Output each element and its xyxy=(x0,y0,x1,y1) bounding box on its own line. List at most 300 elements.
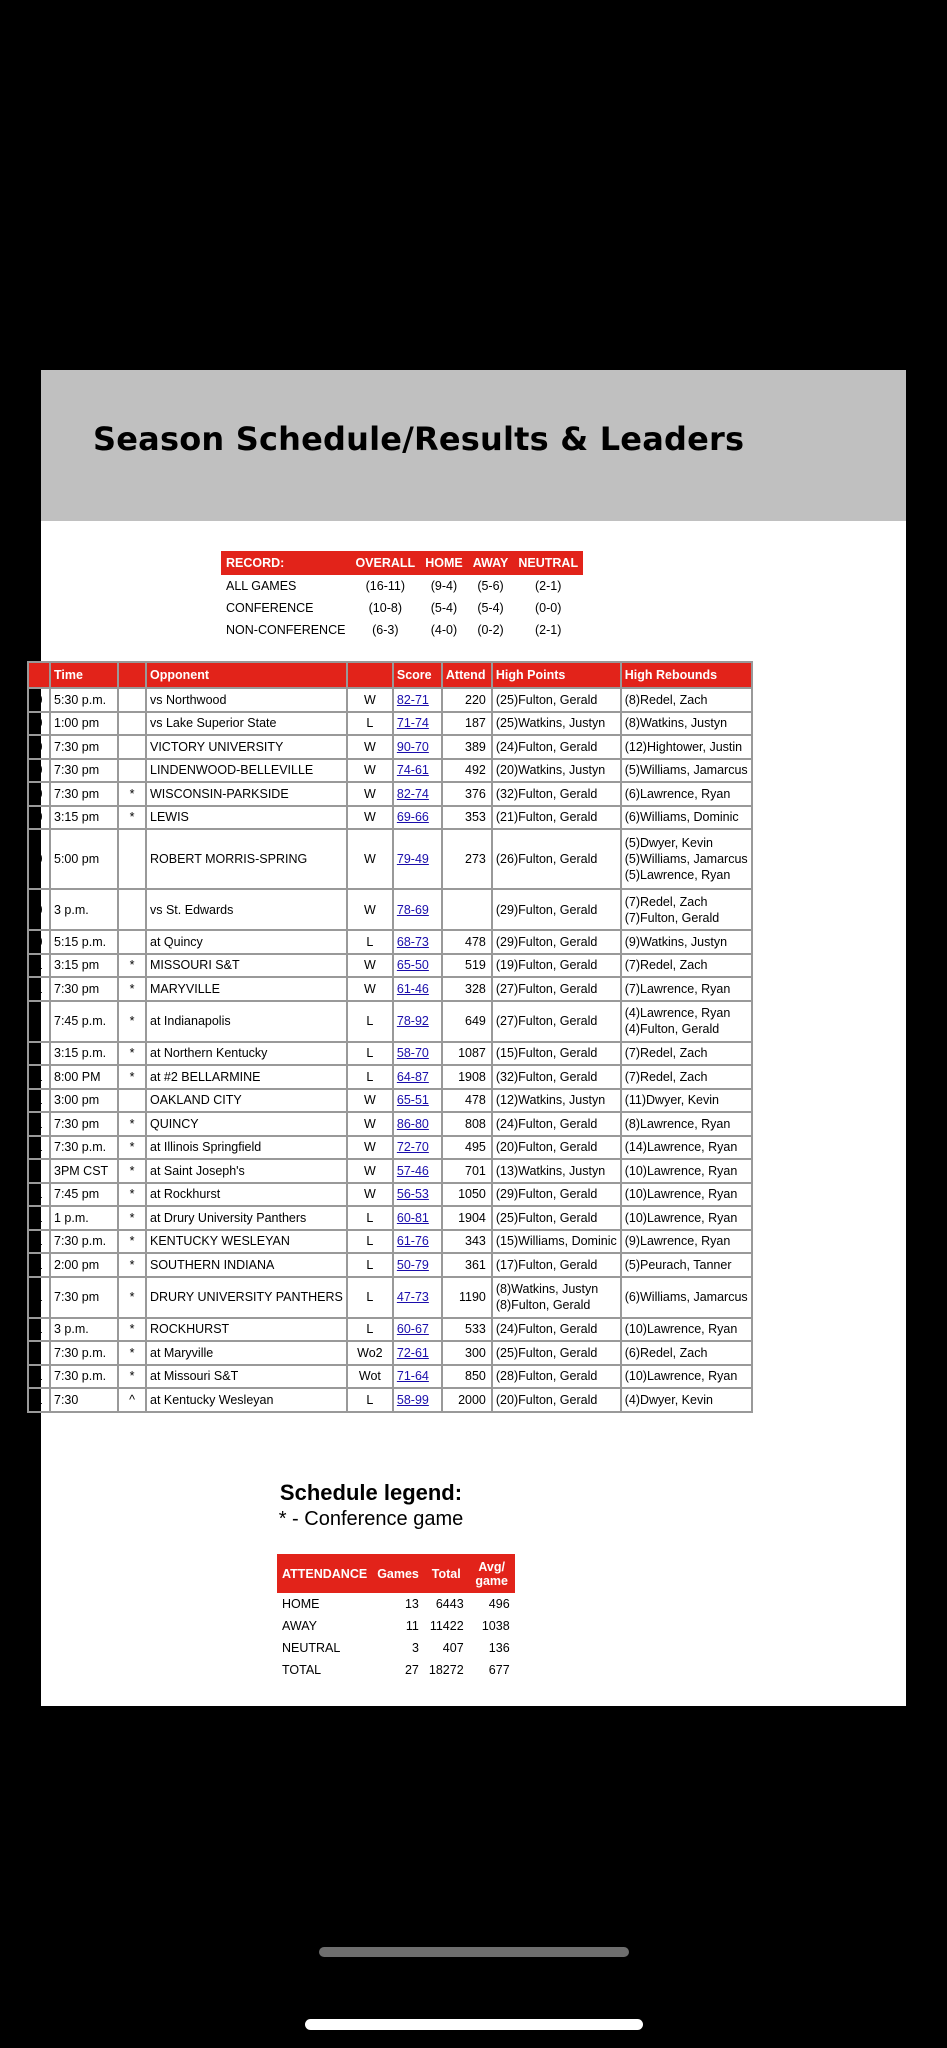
opponent: SOUTHERN INDIANA xyxy=(146,1253,347,1277)
schedule-row xyxy=(28,1001,752,1042)
score-cell xyxy=(393,1365,442,1389)
schedule-row xyxy=(28,782,752,806)
result: W xyxy=(347,1159,393,1183)
opponent: at Quincy xyxy=(146,930,347,954)
high-points-entry: (27)Fulton, Gerald xyxy=(495,1014,598,1028)
score-cell xyxy=(393,712,442,736)
score-link[interactable]: 57-46 xyxy=(396,1163,429,1178)
high-rebounds xyxy=(621,1365,752,1389)
schedule-row xyxy=(28,1365,752,1389)
opponent: ROBERT MORRIS-SPRING xyxy=(146,829,347,889)
schedule-row xyxy=(28,930,752,954)
game-time: 1 p.m. xyxy=(50,1206,118,1230)
result: W xyxy=(347,1089,393,1113)
attendance-header: ATTENDANCE xyxy=(277,1554,372,1593)
schedule-row xyxy=(28,735,752,759)
game-time: 3 p.m. xyxy=(50,1318,118,1342)
date-fragment: 0 xyxy=(28,688,50,712)
high-rebounds-entry: (10)Lawrence, Ryan xyxy=(624,1322,738,1337)
schedule-header: Attend xyxy=(442,662,492,688)
date-fragment: 1 xyxy=(28,954,50,978)
record-row xyxy=(221,619,583,641)
schedule-row xyxy=(28,977,752,1001)
high-rebounds xyxy=(621,735,752,759)
attendance: 328 xyxy=(442,977,492,1001)
schedule-row xyxy=(28,889,752,930)
high-rebounds-entry: (5)Williams, Jamarcus xyxy=(624,852,748,866)
attendance: 353 xyxy=(442,806,492,830)
conference-marker xyxy=(118,759,146,783)
result: L xyxy=(347,1318,393,1342)
schedule-header: High Rebounds xyxy=(621,662,752,688)
attendance: 478 xyxy=(442,930,492,954)
record-cell: (6-3) xyxy=(372,623,399,637)
result: W xyxy=(347,1183,393,1207)
score-link[interactable]: 82-71 xyxy=(396,692,429,707)
record-cell: (0-0) xyxy=(535,601,562,615)
schedule-row xyxy=(28,954,752,978)
game-time: 7:30 xyxy=(50,1388,118,1412)
score-cell xyxy=(393,954,442,978)
schedule-table xyxy=(27,661,753,1413)
schedule-row xyxy=(28,1065,752,1089)
attendance: 495 xyxy=(442,1136,492,1160)
attendance: 850 xyxy=(442,1365,492,1389)
high-rebounds-entry: (6)Williams, Dominic xyxy=(624,810,739,825)
high-rebounds-entry: (4)Dwyer, Kevin xyxy=(624,1392,713,1407)
result: L xyxy=(347,930,393,954)
record-row xyxy=(221,575,583,597)
schedule-row xyxy=(28,1388,752,1412)
date-fragment: 0 xyxy=(28,930,50,954)
opponent: at Northern Kentucky xyxy=(146,1042,347,1066)
game-time: 7:30 pm xyxy=(50,1112,118,1136)
attendance-cell: 136 xyxy=(488,1641,510,1655)
schedule-row xyxy=(28,712,752,736)
attendance-table xyxy=(277,1554,515,1681)
record-cell: (16-11) xyxy=(365,579,405,593)
high-rebounds-entry: (7)Redel, Zach xyxy=(624,958,708,973)
result: L xyxy=(347,1388,393,1412)
conference-marker: * xyxy=(118,1365,146,1389)
record-header: AWAY xyxy=(468,551,514,575)
result: W xyxy=(347,1112,393,1136)
high-rebounds-entry: (10)Lawrence, Ryan xyxy=(624,1187,738,1202)
high-rebounds xyxy=(621,1159,752,1183)
high-points-entry: (19)Fulton, Gerald xyxy=(495,958,598,973)
schedule-row xyxy=(28,1253,752,1277)
score-link[interactable]: 71-64 xyxy=(396,1369,429,1384)
legend-title: Schedule legend: xyxy=(279,1480,463,1505)
score-link[interactable]: 61-46 xyxy=(396,981,429,996)
conference-marker: ^ xyxy=(118,1388,146,1412)
score-link[interactable]: 60-81 xyxy=(396,1210,429,1225)
attendance-row xyxy=(277,1615,515,1637)
schedule-header xyxy=(118,662,146,688)
high-rebounds xyxy=(621,1388,752,1412)
scroll-indicator[interactable] xyxy=(319,1947,629,1957)
schedule-header: High Points xyxy=(492,662,621,688)
date-fragment: 0 xyxy=(28,889,50,930)
result: L xyxy=(347,712,393,736)
score-cell xyxy=(393,1159,442,1183)
high-rebounds xyxy=(621,954,752,978)
attendance: 220 xyxy=(442,688,492,712)
conference-marker: * xyxy=(118,1065,146,1089)
score-link[interactable]: 90-70 xyxy=(396,739,429,754)
high-points xyxy=(492,688,621,712)
attendance: 519 xyxy=(442,954,492,978)
result: W xyxy=(347,1136,393,1160)
game-time: 3:15 pm xyxy=(50,954,118,978)
high-rebounds xyxy=(621,1089,752,1113)
opponent: ROCKHURST xyxy=(146,1318,347,1342)
high-rebounds xyxy=(621,1042,752,1066)
attendance-cell: HOME xyxy=(282,1597,320,1611)
high-rebounds-entry: (10)Lawrence, Ryan xyxy=(624,1369,738,1384)
opponent: DRURY UNIVERSITY PANTHERS xyxy=(146,1277,347,1318)
date-fragment: 0 xyxy=(28,782,50,806)
high-points xyxy=(492,1112,621,1136)
high-points xyxy=(492,1253,621,1277)
conference-marker: * xyxy=(118,782,146,806)
high-rebounds xyxy=(621,930,752,954)
high-points-entry: (21)Fulton, Gerald xyxy=(495,810,598,825)
attendance-cell: 11422 xyxy=(429,1619,464,1633)
opponent: at Kentucky Wesleyan xyxy=(146,1388,347,1412)
attendance-cell: NEUTRAL xyxy=(282,1641,341,1655)
opponent: OAKLAND CITY xyxy=(146,1089,347,1113)
record-header: HOME xyxy=(420,551,468,575)
high-rebounds xyxy=(621,1136,752,1160)
record-header: RECORD: xyxy=(221,551,350,575)
attendance-header: Avg/ game xyxy=(469,1554,515,1593)
record-cell: (4-0) xyxy=(430,623,458,637)
score-link[interactable]: 50-79 xyxy=(396,1257,429,1272)
conference-marker: * xyxy=(118,1042,146,1066)
conference-marker: * xyxy=(118,1341,146,1365)
score-cell xyxy=(393,930,442,954)
high-points-entry: (29)Fulton, Gerald xyxy=(495,934,598,949)
conference-marker: * xyxy=(118,1230,146,1254)
schedule-row xyxy=(28,1112,752,1136)
score-cell xyxy=(393,1136,442,1160)
attendance xyxy=(442,889,492,930)
high-points-entry: (25)Fulton, Gerald xyxy=(495,692,598,707)
opponent: at #2 BELLARMINE xyxy=(146,1065,347,1089)
high-points-entry: (26)Fulton, Gerald xyxy=(495,852,598,866)
schedule-row xyxy=(28,829,752,889)
score-link[interactable]: 72-70 xyxy=(396,1140,429,1155)
score-link[interactable]: 79-49 xyxy=(396,852,429,866)
date-fragment: 1 xyxy=(28,1277,50,1318)
high-rebounds xyxy=(621,889,752,930)
attendance: 492 xyxy=(442,759,492,783)
schedule-row xyxy=(28,1318,752,1342)
high-rebounds-entry: (6)Redel, Zach xyxy=(624,1345,708,1360)
record-cell: (5-4) xyxy=(477,601,504,615)
score-link[interactable]: 86-80 xyxy=(396,1116,429,1131)
result: W xyxy=(347,977,393,1001)
score-link[interactable]: 64-87 xyxy=(396,1069,429,1084)
score-cell xyxy=(393,759,442,783)
date-fragment: 1 xyxy=(28,1318,50,1342)
high-rebounds-entry: (7)Redel, Zach xyxy=(624,1046,708,1061)
attendance-cell: 18272 xyxy=(428,1663,464,1677)
high-rebounds-entry: (10)Lawrence, Ryan xyxy=(624,1163,738,1178)
game-time: 1:00 pm xyxy=(50,712,118,736)
score-link[interactable]: 47-73 xyxy=(396,1290,429,1304)
record-cell: (9-4) xyxy=(430,579,458,593)
high-rebounds xyxy=(621,1065,752,1089)
attendance: 300 xyxy=(442,1341,492,1365)
opponent: vs St. Edwards xyxy=(146,889,347,930)
score-link[interactable]: 60-67 xyxy=(396,1322,429,1337)
date-fragment xyxy=(28,1001,50,1042)
result: L xyxy=(347,1230,393,1254)
result: W xyxy=(347,829,393,889)
attendance: 343 xyxy=(442,1230,492,1254)
date-fragment: 0 xyxy=(28,806,50,830)
score-link[interactable]: 78-92 xyxy=(396,1014,429,1028)
conference-marker xyxy=(118,930,146,954)
attendance: 1904 xyxy=(442,1206,492,1230)
schedule-header xyxy=(28,662,50,688)
game-time: 3:00 pm xyxy=(50,1089,118,1113)
record-cell: (5-4) xyxy=(430,601,458,615)
high-points xyxy=(492,1065,621,1089)
score-link[interactable]: 74-61 xyxy=(396,763,429,778)
high-points-entry: (32)Fulton, Gerald xyxy=(495,1069,598,1084)
attendance: 478 xyxy=(442,1089,492,1113)
attendance-row xyxy=(277,1659,515,1681)
date-fragment: 1 xyxy=(28,1206,50,1230)
attendance-cell: 6443 xyxy=(435,1597,464,1611)
record-table xyxy=(221,551,583,641)
date-fragment: 1 xyxy=(28,1089,50,1113)
game-time: 7:30 pm xyxy=(50,1277,118,1318)
high-points xyxy=(492,1136,621,1160)
high-points xyxy=(492,1388,621,1412)
conference-marker xyxy=(118,829,146,889)
game-time: 5:15 p.m. xyxy=(50,930,118,954)
score-cell xyxy=(393,1183,442,1207)
conference-marker xyxy=(118,735,146,759)
attendance: 1087 xyxy=(442,1042,492,1066)
score-link[interactable]: 68-73 xyxy=(396,934,429,949)
high-points xyxy=(492,1159,621,1183)
high-points xyxy=(492,1183,621,1207)
high-points-entry: (25)Fulton, Gerald xyxy=(495,1345,598,1360)
date-fragment: 0 xyxy=(28,735,50,759)
schedule-header: Score xyxy=(393,662,442,688)
result: W xyxy=(347,735,393,759)
opponent: vs Northwood xyxy=(146,688,347,712)
opponent: at Indianapolis xyxy=(146,1001,347,1042)
high-points xyxy=(492,1341,621,1365)
score-cell xyxy=(393,1318,442,1342)
score-link[interactable]: 65-50 xyxy=(396,958,429,973)
schedule-header: Time xyxy=(50,662,118,688)
record-cell: ALL GAMES xyxy=(226,579,297,593)
score-link[interactable]: 72-61 xyxy=(396,1345,429,1360)
attendance-cell: 677 xyxy=(488,1663,510,1677)
high-points-entry: (24)Fulton, Gerald xyxy=(495,739,598,754)
game-time: 7:30 pm xyxy=(50,759,118,783)
high-points xyxy=(492,735,621,759)
schedule-row xyxy=(28,1136,752,1160)
date-fragment: 1 xyxy=(28,1136,50,1160)
game-time: 3:15 pm xyxy=(50,806,118,830)
high-rebounds-entry: (10)Lawrence, Ryan xyxy=(624,1210,738,1225)
high-rebounds xyxy=(621,759,752,783)
date-fragment: 1 xyxy=(28,1183,50,1207)
result: L xyxy=(347,1001,393,1042)
opponent: LINDENWOOD-BELLEVILLE xyxy=(146,759,347,783)
record-cell: NON-CONFERENCE xyxy=(226,623,346,637)
game-time: 7:30 p.m. xyxy=(50,1365,118,1389)
attendance: 701 xyxy=(442,1159,492,1183)
high-points-entry: (12)Watkins, Justyn xyxy=(495,1093,606,1108)
high-rebounds-entry: (7)Redel, Zach xyxy=(624,894,708,909)
high-rebounds-entry: (5)Lawrence, Ryan xyxy=(624,868,731,882)
schedule-row xyxy=(28,1277,752,1318)
score-link[interactable]: 69-66 xyxy=(396,810,429,825)
date-fragment: 1 xyxy=(28,1388,50,1412)
high-rebounds-entry: (6)Williams, Jamarcus xyxy=(624,1290,748,1304)
score-link[interactable]: 71-74 xyxy=(396,716,429,731)
home-indicator[interactable] xyxy=(305,2019,643,2030)
title-banner xyxy=(41,370,906,521)
score-link[interactable]: 58-99 xyxy=(396,1392,429,1407)
opponent: WISCONSIN-PARKSIDE xyxy=(146,782,347,806)
conference-marker: * xyxy=(118,1206,146,1230)
high-rebounds xyxy=(621,1277,752,1318)
score-cell xyxy=(393,1042,442,1066)
high-rebounds-entry: (7)Fulton, Gerald xyxy=(624,910,720,925)
score-cell xyxy=(393,1388,442,1412)
high-points xyxy=(492,1042,621,1066)
high-points-entry: (25)Fulton, Gerald xyxy=(495,1210,598,1225)
high-points xyxy=(492,889,621,930)
high-points xyxy=(492,1277,621,1318)
opponent: MARYVILLE xyxy=(146,977,347,1001)
high-points xyxy=(492,1230,621,1254)
conference-marker xyxy=(118,712,146,736)
high-rebounds-entry: (14)Lawrence, Ryan xyxy=(624,1140,738,1155)
game-time: 7:30 p.m. xyxy=(50,1136,118,1160)
game-time: 3PM CST xyxy=(50,1159,118,1183)
result: L xyxy=(347,1065,393,1089)
attendance-cell: 11 xyxy=(405,1619,419,1633)
record-header: NEUTRAL xyxy=(513,551,583,575)
high-rebounds xyxy=(621,1112,752,1136)
high-points xyxy=(492,1318,621,1342)
score-link[interactable]: 56-53 xyxy=(396,1187,429,1202)
game-time: 7:45 pm xyxy=(50,1183,118,1207)
high-points-entry: (32)Fulton, Gerald xyxy=(495,786,598,801)
high-points-entry: (24)Fulton, Gerald xyxy=(495,1116,598,1131)
high-points-entry: (27)Fulton, Gerald xyxy=(495,981,598,996)
high-rebounds xyxy=(621,688,752,712)
high-points-entry: (8)Watkins, Justyn xyxy=(495,1282,599,1296)
opponent: at Drury University Panthers xyxy=(146,1206,347,1230)
high-rebounds-entry: (8)Redel, Zach xyxy=(624,692,708,707)
result: W xyxy=(347,782,393,806)
date-fragment: 1 xyxy=(28,977,50,1001)
record-cell: (2-1) xyxy=(535,579,562,593)
score-link[interactable]: 65-51 xyxy=(396,1093,429,1108)
schedule-row xyxy=(28,1206,752,1230)
high-points xyxy=(492,930,621,954)
attendance-cell: AWAY xyxy=(282,1619,317,1633)
schedule-row xyxy=(28,1042,752,1066)
result: W xyxy=(347,954,393,978)
game-time: 5:00 pm xyxy=(50,829,118,889)
attendance: 1190 xyxy=(442,1277,492,1318)
result: L xyxy=(347,1277,393,1318)
high-points xyxy=(492,954,621,978)
date-fragment: 1 xyxy=(28,1230,50,1254)
high-points xyxy=(492,1089,621,1113)
record-cell: (5-6) xyxy=(477,579,504,593)
game-time: 7:45 p.m. xyxy=(50,1001,118,1042)
date-fragment: 1 xyxy=(28,1253,50,1277)
result: Wo2 xyxy=(347,1341,393,1365)
conference-marker: * xyxy=(118,1112,146,1136)
high-rebounds xyxy=(621,1183,752,1207)
conference-marker: * xyxy=(118,1253,146,1277)
high-points-entry: (15)Fulton, Gerald xyxy=(495,1046,598,1061)
attendance: 1050 xyxy=(442,1183,492,1207)
schedule-row xyxy=(28,1089,752,1113)
high-rebounds xyxy=(621,1001,752,1042)
high-points-entry: (29)Fulton, Gerald xyxy=(495,1187,598,1202)
high-points xyxy=(492,759,621,783)
high-rebounds xyxy=(621,1230,752,1254)
high-rebounds-entry: (8)Lawrence, Ryan xyxy=(624,1116,731,1131)
opponent: at Saint Joseph's xyxy=(146,1159,347,1183)
high-points xyxy=(492,977,621,1001)
document-page xyxy=(35,370,906,1706)
conference-marker xyxy=(118,1089,146,1113)
opponent: at Illinois Springfield xyxy=(146,1136,347,1160)
score-link[interactable]: 78-69 xyxy=(396,902,429,917)
result: W xyxy=(347,688,393,712)
schedule-row xyxy=(28,1159,752,1183)
high-rebounds xyxy=(621,1318,752,1342)
record-header: OVERALL xyxy=(350,551,420,575)
score-cell xyxy=(393,1112,442,1136)
conference-marker: * xyxy=(118,977,146,1001)
result: L xyxy=(347,1042,393,1066)
score-link[interactable]: 82-74 xyxy=(396,786,429,801)
high-points-entry: (17)Fulton, Gerald xyxy=(495,1257,598,1272)
high-rebounds-entry: (7)Redel, Zach xyxy=(624,1069,708,1084)
date-fragment: 1 xyxy=(28,1365,50,1389)
date-fragment: 1 xyxy=(28,1065,50,1089)
high-points xyxy=(492,1001,621,1042)
score-link[interactable]: 58-70 xyxy=(396,1046,429,1061)
high-rebounds-entry: (4)Lawrence, Ryan xyxy=(624,1006,731,1020)
high-points-entry: (25)Watkins, Justyn xyxy=(495,716,606,731)
schedule-row xyxy=(28,688,752,712)
attendance-header: Total xyxy=(424,1554,469,1593)
score-link[interactable]: 61-76 xyxy=(396,1234,429,1249)
high-points-entry: (28)Fulton, Gerald xyxy=(495,1369,598,1384)
attendance: 533 xyxy=(442,1318,492,1342)
attendance: 361 xyxy=(442,1253,492,1277)
